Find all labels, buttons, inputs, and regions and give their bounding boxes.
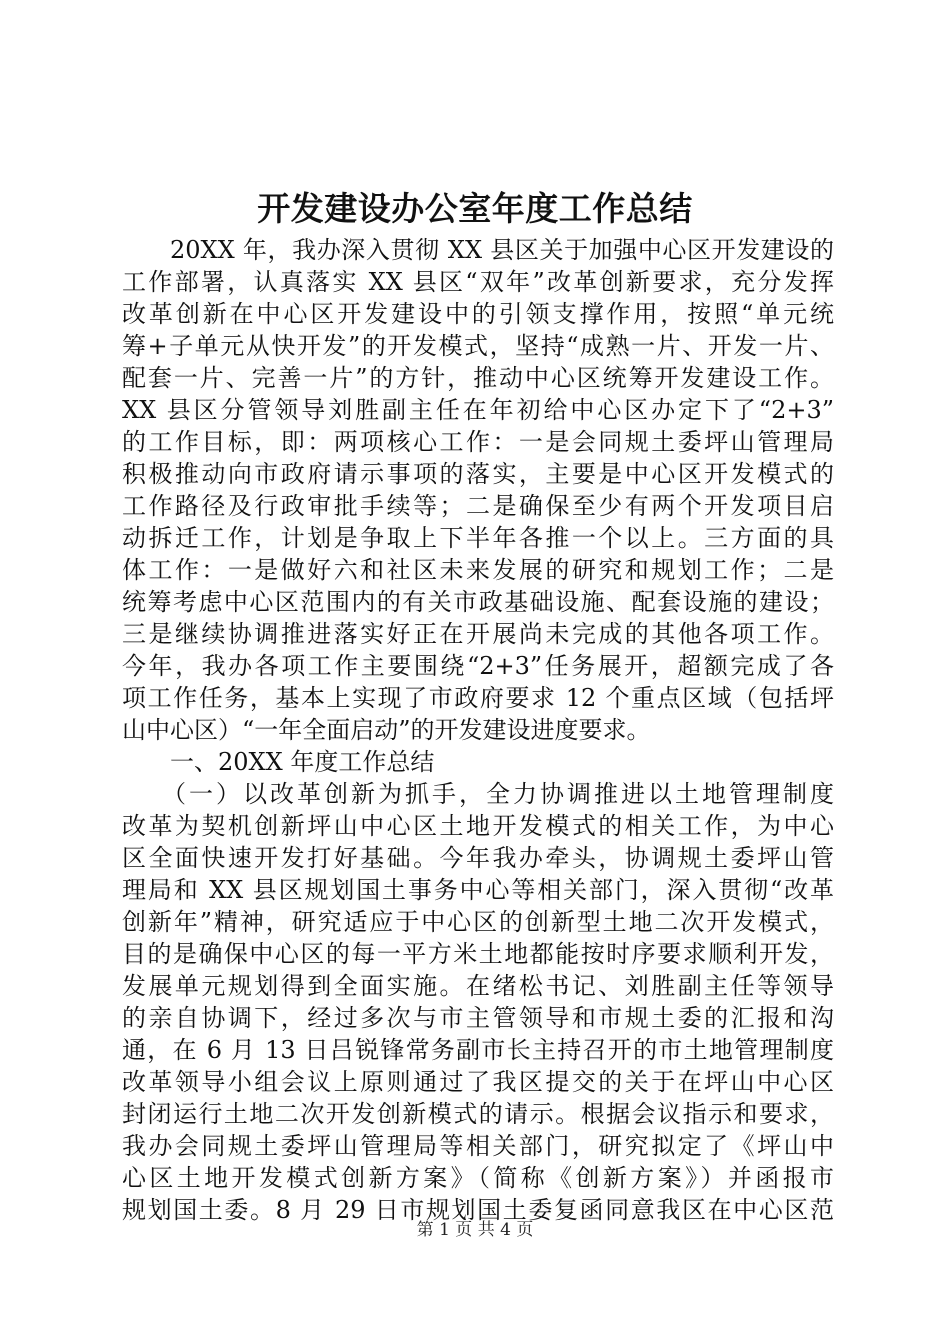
body-line: 规划国土委。8 月 29 日市规划国土委复函同意我区在中心区范 bbox=[122, 1196, 834, 1224]
body-line: 改革创新在中心区开发建设中的引领支撑作用，按照“单元统 bbox=[122, 300, 834, 328]
body-line: 心区土地开发模式创新方案》（简称《创新方案》）并函报市 bbox=[122, 1164, 834, 1192]
body-line: 项工作任务，基本上实现了市政府要求 12 个重点区域（包括坪 bbox=[122, 684, 834, 712]
section-heading: 一、20XX 年度工作总结 bbox=[170, 748, 435, 776]
body-line: 配套一片、完善一片”的方针，推动中心区统筹开发建设工作。 bbox=[122, 364, 834, 392]
document-body bbox=[122, 234, 834, 1226]
body-line: 工作部署，认真落实 XX 县区“双年”改革创新要求，充分发挥 bbox=[122, 268, 834, 296]
body-line: （一）以改革创新为抓手，全力协调推进以土地管理制度 bbox=[162, 780, 834, 808]
body-line: 我办会同规土委坪山管理局等相关部门，研究拟定了《坪山中 bbox=[122, 1132, 834, 1160]
body-line: 封闭运行土地二次开发创新模式的请示。根据会议指示和要求， bbox=[122, 1100, 834, 1128]
body-line: 改革为契机创新坪山中心区土地开发模式的相关工作，为中心 bbox=[122, 812, 834, 840]
body-line: XX 县区分管领导刘胜副主任在年初给中心区办定下了“2+3” bbox=[122, 396, 834, 424]
body-line: 的工作目标，即：两项核心工作：一是会同规土委坪山管理局 bbox=[122, 428, 834, 456]
body-line: 20XX 年，我办深入贯彻 XX 县区关于加强中心区开发建设的 bbox=[170, 236, 834, 264]
body-line: 理局和 XX 县区规划国土事务中心等相关部门，深入贯彻“改革 bbox=[122, 876, 834, 904]
body-line: 山中心区）“一年全面启动”的开发建设进度要求。 bbox=[122, 716, 651, 744]
body-line: 创新年”精神，研究适应于中心区的创新型土地二次开发模式， bbox=[122, 908, 834, 936]
body-line: 发展单元规划得到全面实施。在绪松书记、刘胜副主任等领导 bbox=[122, 972, 834, 1000]
body-line: 工作路径及行政审批手续等；二是确保至少有两个开发项目启 bbox=[122, 492, 834, 520]
body-line: 动拆迁工作，计划是争取上下半年各推一个以上。三方面的具 bbox=[122, 524, 834, 552]
body-line: 筹+子单元从快开发”的开发模式，坚持“成熟一片、开发一片、 bbox=[122, 332, 834, 360]
body-line: 目的是确保中心区的每一平方米土地都能按时序要求顺利开发， bbox=[122, 940, 834, 968]
body-line: 今年，我办各项工作主要围绕“2+3”任务展开，超额完成了各 bbox=[122, 652, 834, 680]
body-line: 统筹考虑中心区范围内的有关市政基础设施、配套设施的建设； bbox=[122, 588, 834, 616]
body-line: 改革领导小组会议上原则通过了我区提交的关于在坪山中心区 bbox=[122, 1068, 834, 1096]
body-line: 通，在 6 月 13 日吕锐锋常务副市长主持召开的市土地管理制度 bbox=[122, 1036, 834, 1064]
body-line: 的亲自协调下，经过多次与市主管领导和市规土委的汇报和沟 bbox=[122, 1004, 834, 1032]
body-line: 三是继续协调推进落实好正在开展尚未完成的其他各项工作。 bbox=[122, 620, 834, 648]
body-line: 区全面快速开发打好基础。今年我办牵头，协调规土委坪山管 bbox=[122, 844, 834, 872]
page-number-footer: 第 1 页 共 4 页 bbox=[416, 1220, 534, 1240]
document-title: 开发建设办公室年度工作总结 bbox=[257, 189, 693, 228]
body-line: 积极推动向市政府请示事项的落实，主要是中心区开发模式的 bbox=[122, 460, 834, 488]
body-line: 体工作：一是做好六和社区未来发展的研究和规划工作；二是 bbox=[122, 556, 834, 584]
